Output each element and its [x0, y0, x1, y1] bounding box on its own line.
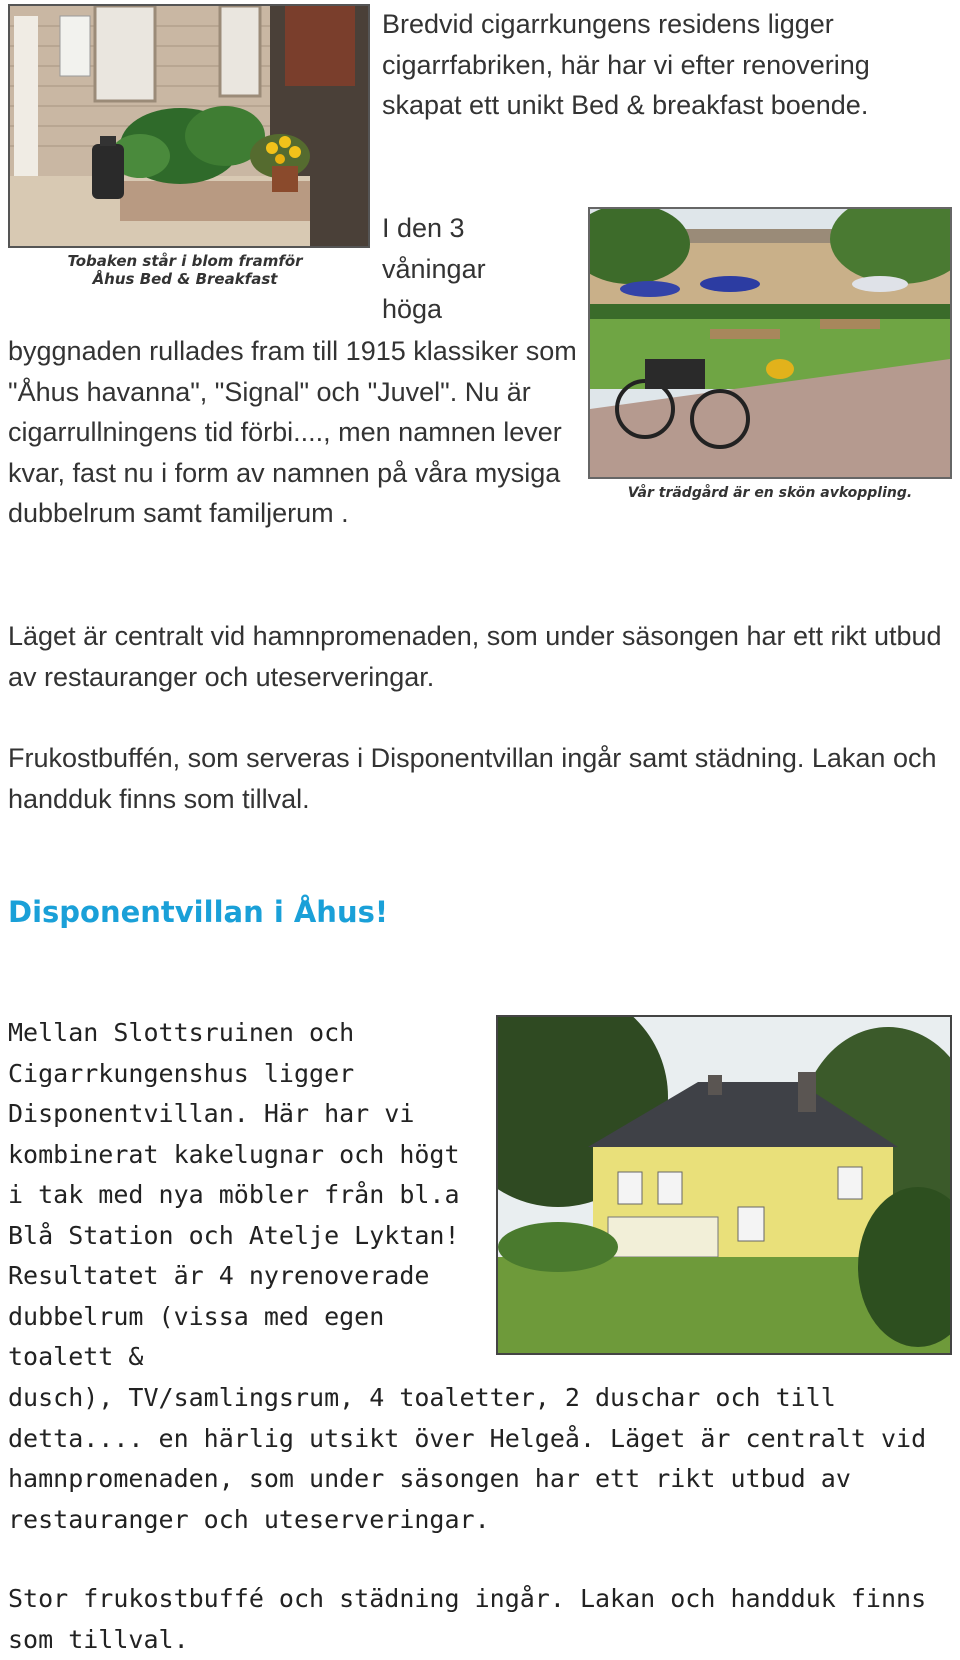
photo1-caption [20, 252, 350, 288]
intro-floors-line1: I den 3 [382, 213, 465, 243]
villa-description-continued: dusch), TV/samlingsrum, 4 toaletter, 2 duschar och till detta.... en härlig utsikt över Helgeå. Läget är centralt vid hamnpromenaden, som under säsongen har ett rikt utbud av restauranger och uteserveringar. [8, 1383, 927, 1534]
photo-tobacco-flowers [8, 4, 370, 248]
intro-floors-text [382, 208, 582, 330]
intro-history-paragraph: byggnaden rullades fram till 1915 klassiker som "Åhus havanna", "Signal" och "Juvel". Nu är cigarrullningens tid förbi...., men namnen lever kvar, fast nu i form av namnen på våra mysiga dubbelrum samt familjerum . [8, 336, 577, 528]
intro-floors-line3: höga [382, 294, 443, 324]
photo-garden [588, 207, 952, 479]
intro-floors-line2: våningar [382, 253, 486, 284]
villa-heading: Disponentvillan i Åhus! [8, 895, 389, 929]
photo1-caption-line2: Åhus Bed & Breakfast [92, 270, 278, 288]
intro-paragraph: Bredvid cigarrkungens residens ligger cigarrfabriken, här har vi efter renovering skapat ett unikt Bed & breakfast boende. [382, 9, 870, 120]
villa-description: Mellan Slottsruinen och Cigarrkungenshus ligger Disponentvillan. Här har vi kombinerat kakelugnar och högt i tak med nya möbler från bl.a Blå Station och Atelje Lyktan! Resultatet är 4 nyrenoverade dubbelrum (vissa med egen toalett & [8, 1018, 460, 1371]
photo-villa [496, 1015, 952, 1355]
photo2-caption: Vår trädgård är en skön avkoppling. [627, 485, 913, 501]
photo1-caption-line1: Tobaken står i blom framför [67, 252, 303, 270]
location-paragraph: Läget är centralt vid hamnpromenaden, som under säsongen har ett rikt utbud av restauranger och uteserveringar. [8, 621, 942, 692]
breakfast-paragraph: Frukostbuffén, som serveras i Disponentvillan ingår samt städning. Lakan och handduk finns som tillval. [8, 743, 937, 814]
villa-breakfast-note: Stor frukostbuffé och städning ingår. Lakan och handduk finns som tillval. [8, 1584, 927, 1654]
